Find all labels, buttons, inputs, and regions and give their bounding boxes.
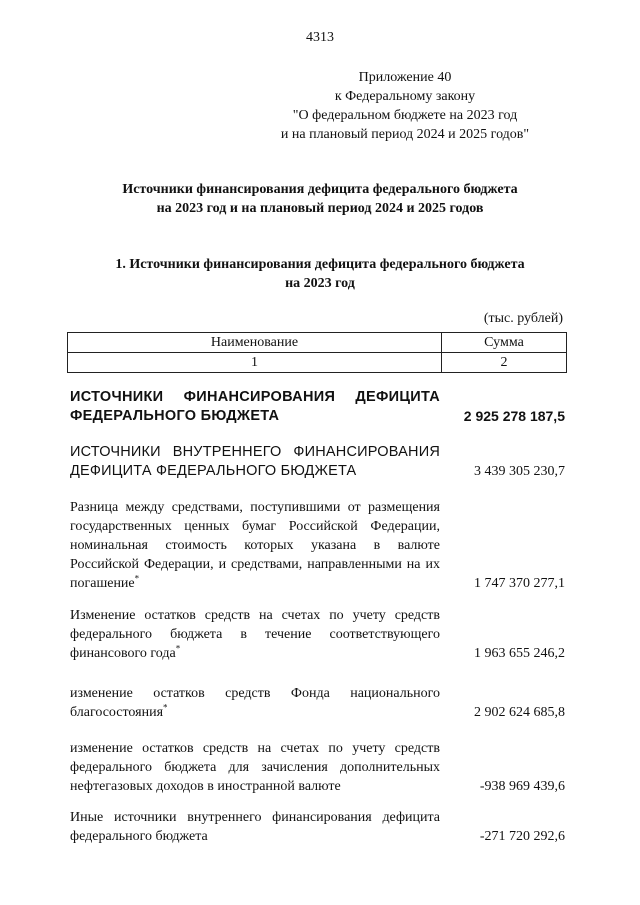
row-sum: 1 963 655 246,2 (474, 646, 565, 661)
row-name: изменение остатков средств на счетах по учету средств федерального бюджета для зачисления дополнительных нефтегазовых доходов в иностранной валюте (70, 741, 440, 794)
table-header (67, 332, 567, 373)
row-sum: -271 720 292,6 (479, 829, 565, 844)
column-header-sum: Сумма (442, 333, 567, 353)
row-sum: 1 747 370 277,1 (474, 576, 565, 591)
row-name: Разница между средствами, поступившими от размещения государственных ценных бумаг Российской Федерации, номинальная стоимость которых указана в валюте Российской Федерации, и средствами, направленными на их погашение* (70, 500, 440, 591)
annex-line: к Федеральному закону (334, 89, 476, 104)
section-title-line: 1. Источники финансирования дефицита федерального бюджета (115, 257, 525, 272)
page-number: 4313 (306, 30, 334, 45)
table-row (70, 498, 565, 593)
column-header-name: Наименование (68, 333, 442, 353)
annex-header (250, 68, 560, 144)
annex-line: "О федеральном бюджете на 2023 год (292, 108, 518, 123)
document-title-line: Источники финансирования дефицита федерального бюджета (122, 182, 518, 197)
document-title-line: на 2023 год и на плановый период 2024 и 2025 годов (156, 201, 484, 216)
table-row (70, 739, 565, 796)
column-number-1: 1 (68, 353, 442, 373)
footnote-mark: * (175, 643, 181, 654)
table-row (70, 388, 565, 426)
footnote-mark: * (163, 702, 168, 713)
section-title (60, 255, 580, 293)
row-name: ИСТОЧНИКИ ВНУТРЕННЕГО ФИНАНСИРОВАНИЯ ДЕФИЦИТА ФЕДЕРАЛЬНОГО БЮДЖЕТА (70, 444, 440, 479)
table-row (70, 606, 565, 663)
table-header-row (68, 333, 567, 353)
row-name: Иные источники внутреннего финансирования дефицита федерального бюджета (70, 810, 440, 844)
annex-line: и на плановый период 2024 и 2025 годов" (280, 127, 530, 142)
row-name: Изменение остатков средств на счетах по учету средств федерального бюджета в течение соответствующего финансового года* (70, 608, 440, 661)
annex-line: Приложение 40 (358, 70, 452, 85)
row-name: изменение остатков средств Фонда национального благосостояния* (70, 686, 440, 720)
table-column-numbers-row (68, 353, 567, 373)
units-label: (тыс. рублей) (483, 311, 563, 326)
row-sum: -938 969 439,6 (479, 779, 565, 794)
row-sum: 3 439 305 230,7 (474, 464, 565, 479)
table-row (70, 808, 565, 846)
table-row (70, 443, 565, 481)
row-sum: 2 902 624 685,8 (474, 705, 565, 720)
row-name: ИСТОЧНИКИ ФИНАНСИРОВАНИЯ ДЕФИЦИТА ФЕДЕРАЛЬНОГО БЮДЖЕТА (70, 389, 440, 424)
row-sum: 2 925 278 187,5 (463, 408, 565, 424)
footnote-mark: * (134, 573, 140, 584)
document-title (60, 180, 580, 218)
table-row (70, 684, 565, 722)
column-number-2: 2 (442, 353, 567, 373)
section-title-line: на 2023 год (285, 276, 355, 291)
